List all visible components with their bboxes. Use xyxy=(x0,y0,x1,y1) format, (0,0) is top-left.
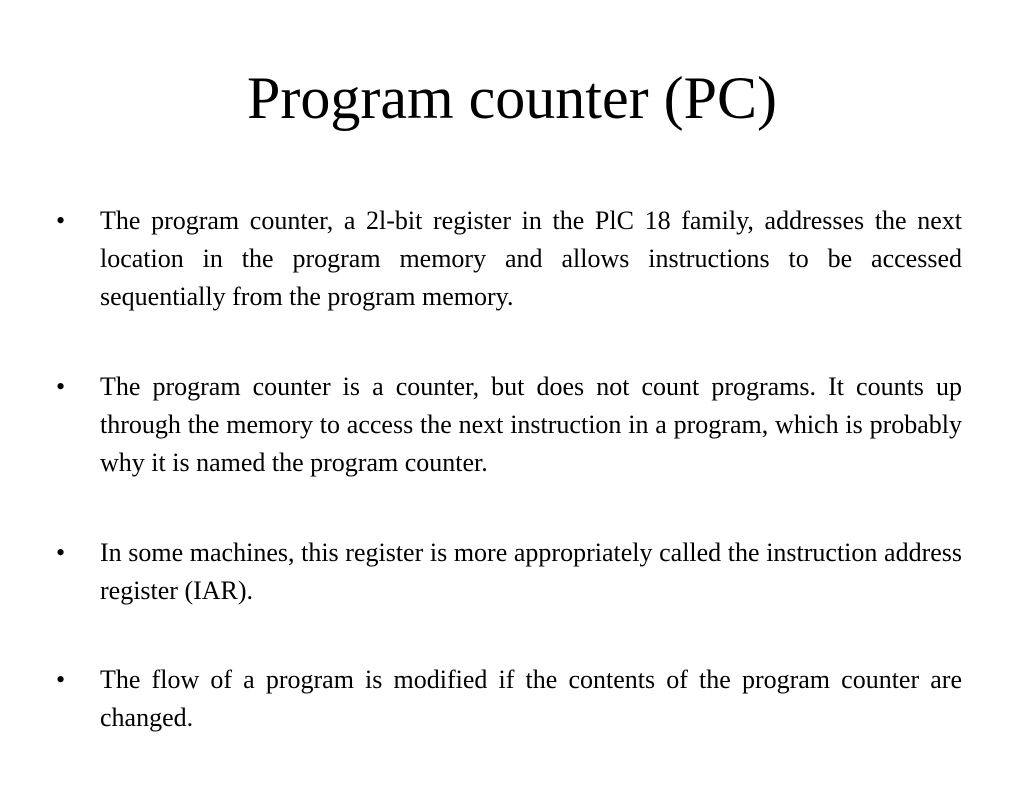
slide-title: Program counter (PC) xyxy=(247,65,777,131)
bullet-marker: • xyxy=(56,372,66,401)
bullet-marker: • xyxy=(56,538,66,567)
bullet-item xyxy=(56,368,962,482)
bullet-item xyxy=(56,534,962,610)
bullet-text: The program counter, a 2l-bit register in the PlC 18 family, addresses the next location in the program memory and allows instructions to be accessed sequentially from the program memory. xyxy=(100,206,962,311)
bullet-marker: • xyxy=(56,206,66,235)
bullet-item xyxy=(56,202,962,316)
bullet-list xyxy=(56,202,962,789)
bullet-marker: • xyxy=(56,665,66,694)
bullet-text: In some machines, this register is more appropriately called the instruction address register (IAR). xyxy=(100,538,962,605)
bullet-item xyxy=(56,661,962,737)
bullet-text: The flow of a program is modified if the contents of the program counter are changed. xyxy=(100,665,962,732)
bullet-text: The program counter is a counter, but does not count programs. It counts up through the memory to access the next instruction in a program, which is probably why it is named the program counter. xyxy=(100,372,962,477)
